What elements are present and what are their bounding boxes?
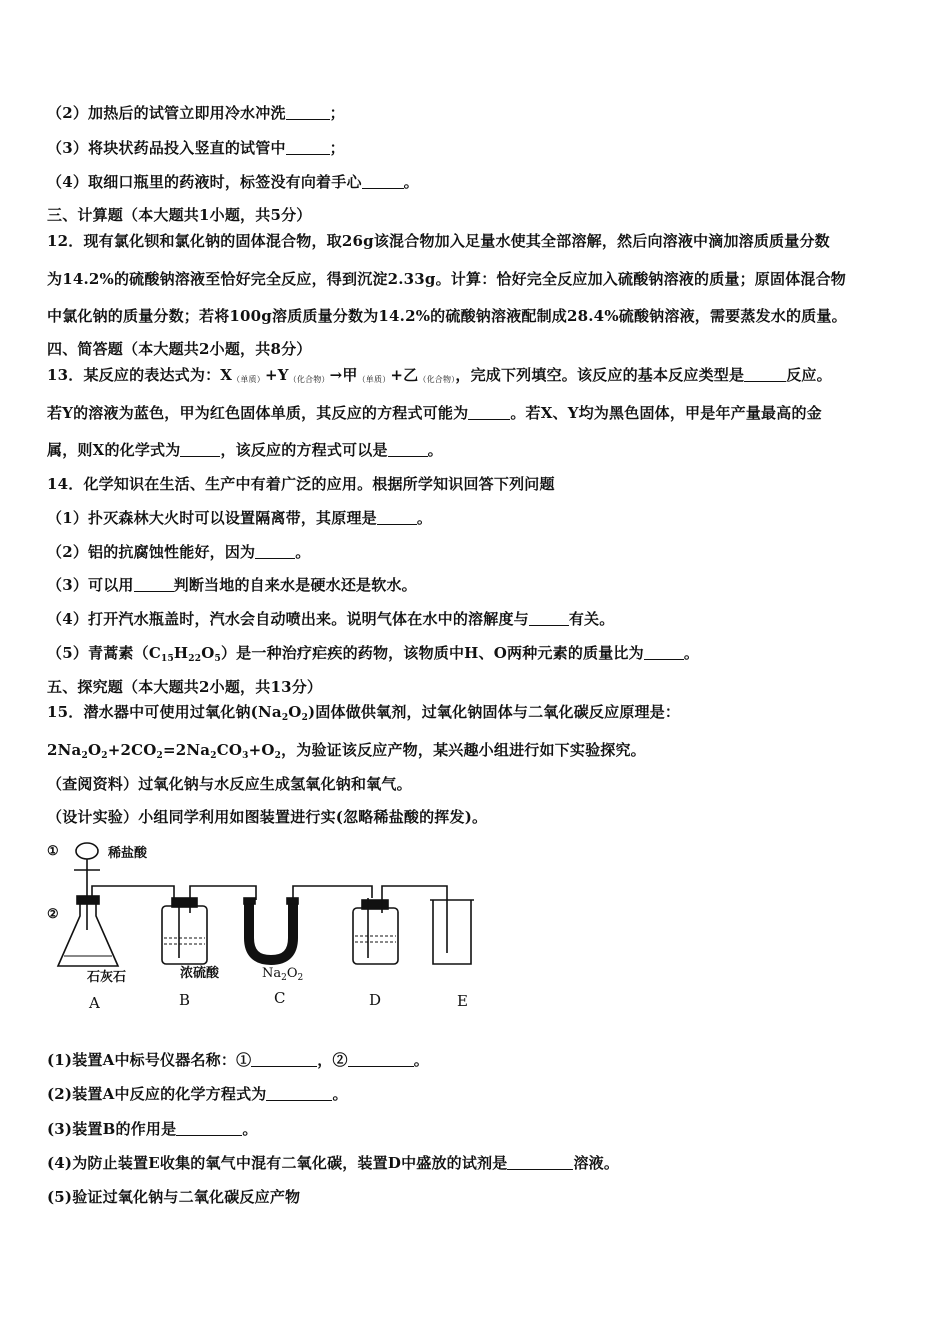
answer-blank[interactable]: [286, 106, 330, 120]
q15-stem: [47, 701, 680, 723]
section-4-title: 四、简答题（本大题共2小题，共8分）: [47, 340, 312, 358]
subscript: 2: [156, 751, 163, 761]
q14-item-4b: 有关。: [568, 610, 615, 628]
q13-line-2: [47, 402, 822, 423]
flask-stopper: [77, 896, 99, 904]
q15-sub-1: [47, 1049, 429, 1070]
tag-compound: （化合物）: [288, 375, 330, 384]
q14-item-3a: （3）可以用: [47, 576, 134, 594]
eq-part: O: [87, 741, 102, 759]
eq-part: 2Na: [47, 741, 82, 759]
q11-item-3: [47, 137, 345, 158]
arrow-jia: →甲: [329, 366, 358, 384]
tube-a-b: [92, 886, 174, 900]
q15-design: （设计实验）小组同学利用如图装置进行实(忽略稀盐酸的挥发)。: [47, 808, 488, 826]
element-o: O: [288, 703, 302, 721]
plus-yi: +乙: [390, 366, 419, 384]
subscript: 15: [160, 654, 174, 664]
subscript: 2: [101, 751, 108, 761]
q15-sub-2a: (2)装置A中反应的化学方程式为: [47, 1085, 267, 1103]
q13-line-3a: 属，则X的化学式为: [47, 441, 181, 459]
q15-sub-5: (5)验证过氧化钠与二氧化碳反应产物: [47, 1188, 301, 1206]
q15-sub-1b: ，②: [317, 1051, 348, 1069]
answer-blank[interactable]: [255, 545, 295, 559]
label-d: D: [369, 991, 382, 1009]
subscript: 2: [210, 751, 217, 761]
bottle-d-stopper: [362, 900, 388, 909]
q14-item-5: [47, 642, 699, 664]
marker-2: ②: [47, 907, 59, 922]
eq-part: +O: [248, 741, 275, 759]
eq-part: +2CO: [107, 741, 157, 759]
section-5-title: 五、探究题（本大题共2小题，共13分）: [47, 678, 323, 696]
label-a: A: [89, 994, 100, 1012]
eq-part: =2Na: [162, 741, 211, 759]
q11-item-4: [47, 171, 419, 192]
q15-reference: （查阅资料）过氧化钠与水反应生成氢氧化钠和氧气。: [47, 775, 412, 793]
answer-blank[interactable]: [286, 141, 330, 155]
q14-item-5b: ）是一种治疗疟疾的药物，该物质中H、O两种元素的质量比为: [220, 644, 644, 662]
q11-item-4-text: （4）取细口瓶里的药液时，标签没有向着手心: [47, 173, 362, 191]
tube-d-e: [382, 886, 447, 953]
q13-fanying: 反应。: [786, 366, 832, 384]
apparatus-diagram: [44, 838, 484, 1018]
q15-equation: [47, 739, 646, 761]
section-3-title: 三、计算题（本大题共1小题，共5分）: [47, 206, 312, 224]
q14-item-3: [47, 574, 417, 595]
q13-suffix: ，完成下列填空。该反应的基本反应类型是: [455, 366, 745, 384]
subscript: 3: [242, 751, 249, 761]
u-tube: [249, 902, 293, 960]
q14-item-4: [47, 608, 614, 629]
label-b: B: [179, 991, 191, 1009]
q14-item-1-text: （1）扑灭森林大火时可以设置隔离带，其原理是: [47, 509, 377, 527]
period: 。: [295, 543, 311, 561]
q15-sub-2: [47, 1083, 348, 1104]
label-acid: 稀盐酸: [108, 846, 148, 861]
q15-sub-4: [47, 1152, 619, 1173]
label-c: C: [274, 989, 286, 1007]
answer-blank[interactable]: [266, 1087, 332, 1101]
tag-compound: （化合物）: [418, 375, 456, 384]
answer-blank[interactable]: [377, 511, 417, 525]
answer-blank[interactable]: [251, 1053, 317, 1067]
answer-blank[interactable]: [468, 406, 510, 420]
period: 。: [403, 173, 419, 191]
q13-line-3: [47, 439, 443, 460]
eq-part: CO: [216, 741, 243, 759]
q13-line-3b: ，该反应的方程式可以是: [220, 441, 388, 459]
q12-line-2: 为14.2%的硫酸钠溶液至恰好完全反应，得到沉淀2.33g。计算：恰好完全反应加入硫酸钠溶液的质量；原固体混合物: [47, 270, 847, 288]
tag-elemental: （单质）: [357, 375, 391, 384]
separatory-funnel-bulb: [76, 843, 98, 859]
q15-stem-a: 15．潜水器中可使用过氧化钠(Na: [47, 703, 282, 721]
eq-tail: ，为验证该反应产物，某兴趣小组进行如下实验探究。: [281, 741, 646, 759]
element-h: H: [173, 644, 189, 662]
tube-c-d: [293, 886, 372, 898]
label-limestone: 石灰石: [87, 970, 127, 985]
subscript: 5: [214, 654, 221, 664]
subscript: 2: [81, 751, 88, 761]
q15-sub-4b: 溶液。: [573, 1154, 620, 1172]
q13-line-2a: 若Y的溶液为蓝色，甲为红色固体单质，其反应的方程式可能为: [47, 404, 469, 422]
q14-item-4a: （4）打开汽水瓶盖时，汽水会自动喷出来。说明气体在水中的溶解度与: [47, 610, 529, 628]
label-na2o2: $Na_2O_2$: [262, 966, 304, 983]
q11-item-2: [47, 102, 345, 123]
subscript: 2: [274, 751, 282, 761]
bottle-e: [433, 900, 471, 964]
answer-blank[interactable]: [134, 578, 174, 592]
q14-item-2: [47, 541, 310, 562]
q15-sub-3b: 。: [242, 1120, 258, 1138]
answer-blank[interactable]: [388, 443, 428, 457]
q14-item-2-text: （2）铝的抗腐蚀性能好，因为: [47, 543, 256, 561]
answer-blank[interactable]: [744, 368, 786, 382]
subscript: 22: [188, 654, 202, 664]
label-e: E: [457, 992, 468, 1010]
q15-sub-2b: 。: [332, 1085, 348, 1103]
q14-stem: 14．化学知识在生活、生产中有着广泛的应用。根据所学知识回答下列问题: [47, 475, 555, 493]
q11-item-2-text: （2）加热后的试管立即用冷水冲洗: [47, 104, 286, 122]
label-h2so4: 浓硫酸: [180, 966, 220, 981]
bottle-b-stopper: [172, 898, 197, 907]
q13-line-1: [47, 364, 832, 385]
answer-blank[interactable]: [529, 612, 569, 626]
subscript: 2: [301, 713, 309, 723]
q15-sub-3a: (3)装置B的作用是: [47, 1120, 177, 1138]
element-o: O: [201, 644, 215, 662]
q13-prefix: 13．某反应的表达式为：X: [47, 366, 233, 384]
marker-1: ①: [47, 844, 59, 859]
q15-sub-3: [47, 1118, 258, 1139]
answer-blank[interactable]: [348, 1053, 414, 1067]
q14-item-5a: （5）青蒿素（C: [47, 644, 161, 662]
q14-item-3b: 判断当地的自来水是硬水还是软水。: [173, 576, 417, 594]
subscript: 2: [281, 713, 289, 723]
semicolon: ；: [329, 104, 345, 122]
semicolon: ；: [329, 139, 345, 157]
q15-sub-1a: (1)装置A中标号仪器名称：①: [47, 1051, 252, 1069]
q15-stem-b: )固体做供氧剂，过氧化钠固体与二氧化碳反应原理是：: [308, 703, 681, 721]
q15-sub-1c: 。: [413, 1051, 429, 1069]
answer-blank[interactable]: [362, 175, 404, 189]
answer-blank[interactable]: [180, 443, 220, 457]
q12-line-3: 中氯化钠的质量分数；若将100g溶质质量分数为14.2%的硫酸钠溶液配制成28.4%硫酸钠溶液，需要蒸发水的质量。: [47, 307, 847, 325]
answer-blank[interactable]: [507, 1156, 573, 1170]
answer-blank[interactable]: [176, 1122, 242, 1136]
bottle-b: [162, 906, 207, 964]
plus-y: +Y: [264, 366, 289, 384]
period: 。: [683, 644, 700, 662]
tag-elemental: （单质）: [232, 375, 265, 384]
period: 。: [416, 509, 433, 527]
q13-line-3c: 。: [427, 441, 443, 459]
q13-line-2b: 。若X、Y均为黑色固体，甲是年产量最高的金: [510, 404, 822, 422]
q14-item-1: [47, 507, 432, 528]
q11-item-3-text: （3）将块状药品投入竖直的试管中: [47, 139, 286, 157]
q12-line-1: 12．现有氯化钡和氯化钠的固体混合物，取26g该混合物加入足量水使其全部溶解，然后向溶液中滴加溶质质量分数: [47, 232, 830, 250]
answer-blank[interactable]: [644, 646, 684, 660]
q15-sub-4a: (4)为防止装置E收集的氧气中混有二氧化碳，装置D中盛放的试剂是: [47, 1154, 508, 1172]
